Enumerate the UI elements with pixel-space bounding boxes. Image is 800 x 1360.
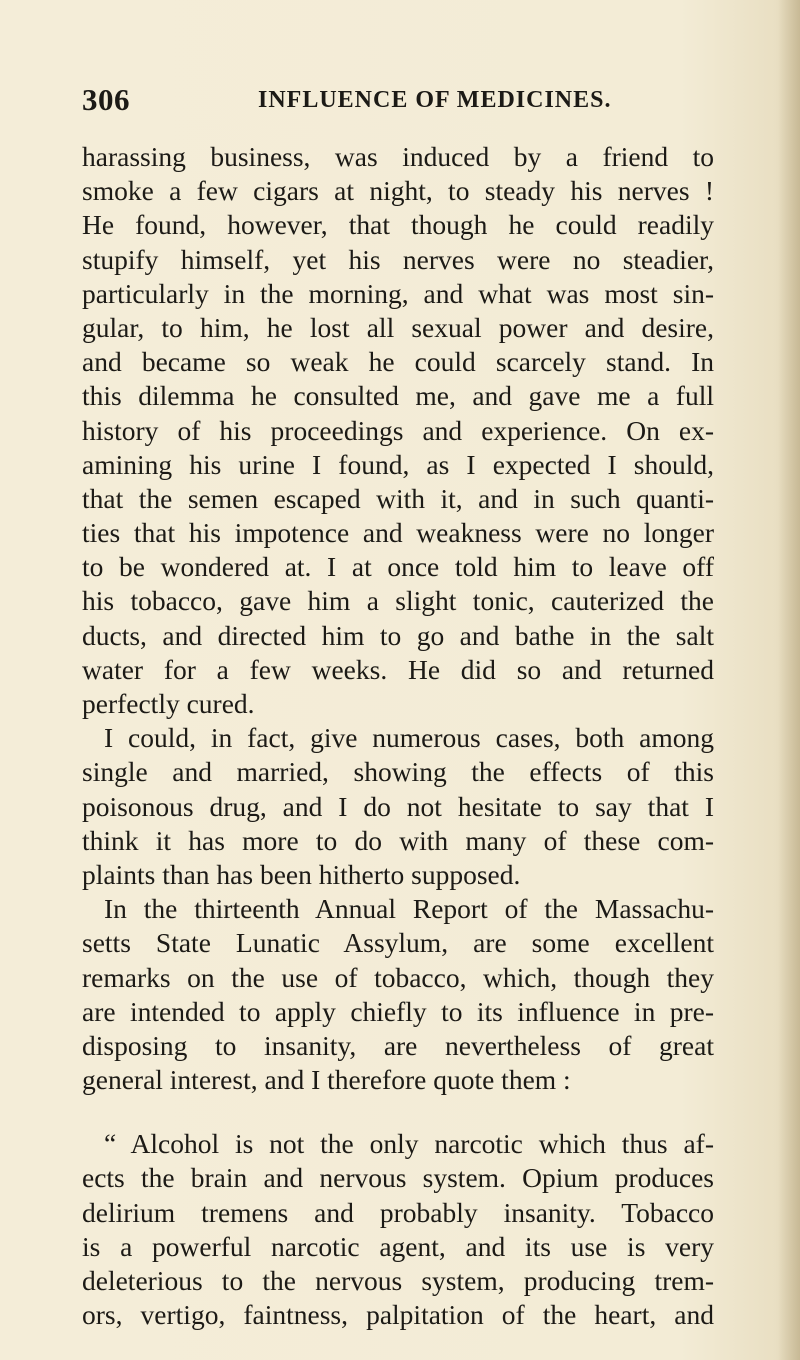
- text-line: water for a few weeks. He did so and returned: [82, 653, 714, 685]
- page-number: 306: [82, 82, 130, 117]
- text-line: remarks on the use of tobacco, which, though they: [82, 961, 714, 993]
- paragraph-start-line: In the thirteenth Annual Report of the Massachu-: [104, 893, 714, 925]
- quote-start-line: “ Alcohol is not the only narcotic which thus af-: [104, 1128, 714, 1160]
- text-line: gular, to him, he lost all sexual power and desire,: [82, 311, 714, 343]
- text-line: think it has more to do with many of these com-: [82, 824, 714, 856]
- text-line: setts State Lunatic Assylum, are some excellent: [82, 927, 714, 959]
- text-line: to be wondered at. I at once told him to leave off: [82, 551, 714, 583]
- text-line: his tobacco, gave him a slight tonic, cauterized the: [82, 585, 714, 617]
- text-line: harassing business, was induced by a friend to: [82, 141, 714, 172]
- text-line: and became so weak he could scarcely stand. In: [82, 346, 714, 378]
- page-edge-shadow: [778, 0, 800, 1360]
- text-line: amining his urine I found, as I expected I should,: [82, 448, 714, 480]
- running-head: [82, 82, 722, 122]
- text-line: poisonous drug, and I do not hesitate to say that I: [82, 790, 714, 822]
- paragraph-gap: [82, 1097, 714, 1127]
- text-line: are intended to apply chiefly to its influence in pre-: [82, 995, 714, 1027]
- text-line: delirium tremens and probably insanity. Tobacco: [82, 1196, 714, 1228]
- text-line: that the semen escaped with it, and in such quanti-: [82, 482, 714, 514]
- text-line: smoke a few cigars at night, to steady his nerves !: [82, 175, 714, 207]
- paragraph-start-line: I could, in fact, give numerous cases, both among: [104, 722, 714, 754]
- body-text: [82, 140, 714, 1332]
- text-line: ducts, and directed him to go and bathe in the salt: [82, 619, 714, 651]
- text-line: disposing to insanity, are nevertheless of great: [82, 1029, 714, 1061]
- text-line: history of his proceedings and experience. On ex-: [82, 414, 714, 446]
- text-line: ties that his impotence and weakness were no longer: [82, 517, 714, 549]
- text-line: deleterious to the nervous system, producing trem-: [82, 1265, 714, 1296]
- paragraph-end-line: plaints than has been hitherto supposed.: [82, 858, 521, 890]
- text-line: He found, however, that though he could readily: [82, 209, 714, 241]
- paragraph-end-line: perfectly cured.: [82, 688, 255, 719]
- running-title: INFLUENCE OF MEDICINES.: [258, 87, 612, 113]
- text-line: ects the brain and nervous system. Opium produces: [82, 1162, 714, 1194]
- text-line: is a powerful narcotic agent, and its use is very: [82, 1230, 714, 1262]
- paragraph-end-line: general interest, and I therefore quote them :: [82, 1064, 571, 1096]
- text-line: this dilemma he consulted me, and gave me a full: [82, 380, 714, 412]
- text-line: ors, vertigo, faintness, palpitation of the heart, and: [82, 1299, 714, 1331]
- text-line: single and married, showing the effects of this: [82, 756, 714, 788]
- text-line: stupify himself, yet his nerves were no steadier,: [82, 243, 714, 275]
- text-line: particularly in the morning, and what was most sin-: [82, 277, 714, 309]
